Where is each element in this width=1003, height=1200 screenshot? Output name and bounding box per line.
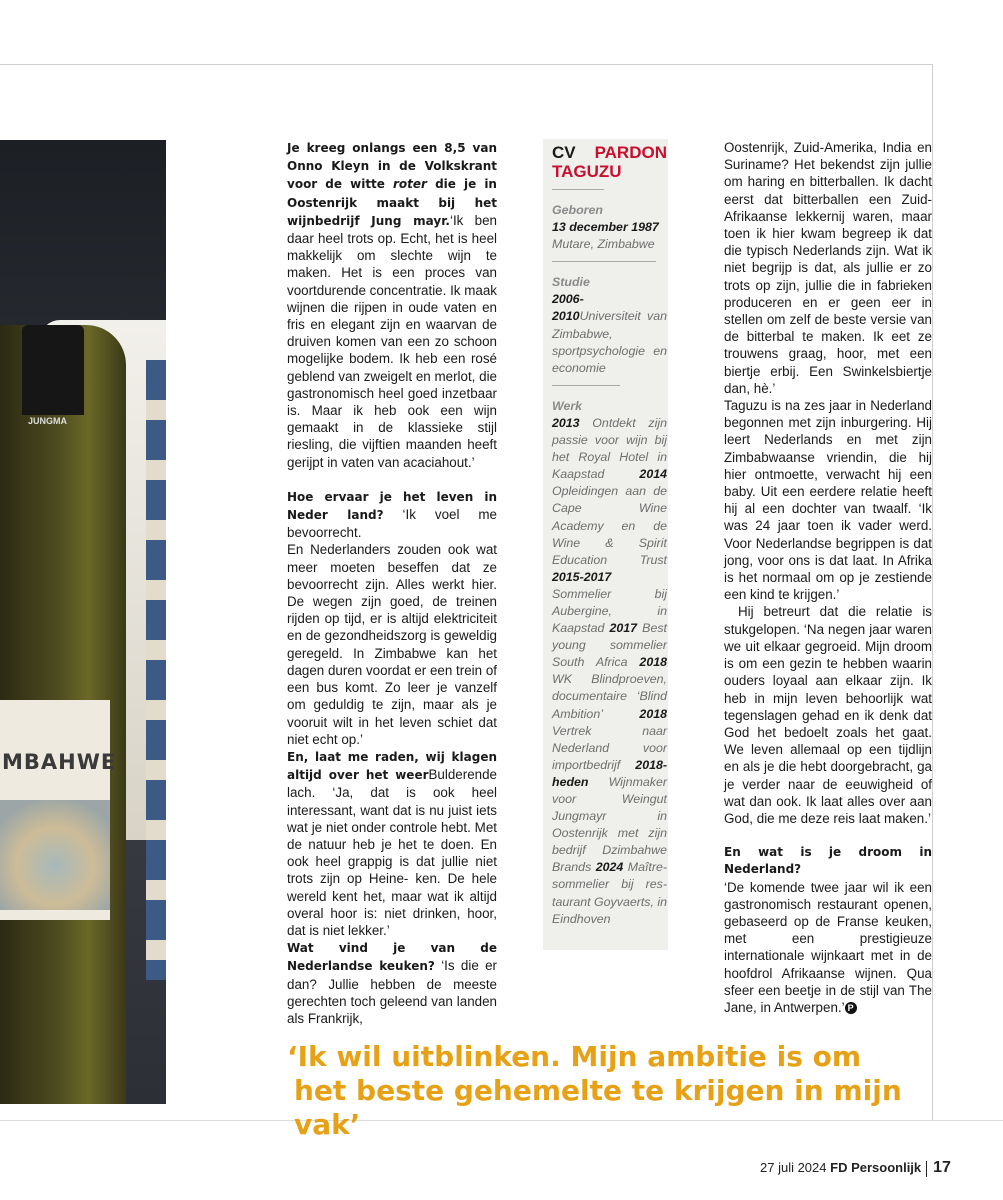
pull-quote-line-1: ‘Ik wil uitblinken. Mijn ambitie is om bbox=[287, 1040, 862, 1073]
cv-sidebar bbox=[543, 139, 668, 950]
cv-title: CV PARDON TAGUZU bbox=[552, 143, 667, 181]
cv-work-list: 2013 Ontdekt zijn passie voor wijn bij het Royal Hotel in Kaapstad 2014 Opleidingen aan de Cape Wine Academy en de Wine & Spirit Education Trust 2015-2017 Sommelier bij Aubergine, in Kaapstad 2017 Best young sommelier South Africa 2018 WK Blindproeven, documentaire ‘Blind Ambition’ 2018 Vertrek naar Nederland voor importbedrijf 2018-heden Wijnmaker voor Weingut Jungmayr in Oostenrijk met zijn bedrijf Dzimbahwe Brands 2024 Maître- sommelier bij res- taurant Goyvaerts, in Eindhoven bbox=[552, 415, 668, 926]
question: Hoe ervaar je het leven in Neder land? bbox=[287, 489, 497, 523]
right-rule bbox=[932, 64, 933, 1120]
cv-study-years: 2006-2010 bbox=[552, 292, 584, 324]
cv-study-heading: Studie bbox=[552, 275, 590, 290]
paragraph: En Nederlanders zouden ook wat meer moeten beseffen dat ze bevoorrecht zijn. Alles werkt hier. De wegen zijn goed, de treinen rijden op tijd, er is altijd elektriciteit en de gezondheidszorg is geweldig geregeld. In Zimbabwe kan het dagen duren voordat er een trein of een bus komt. Zo leer je vanzelf om geduldig te zijn, maar als je vooruit wilt in het leven schiet dat niet echt op.’ bbox=[287, 542, 497, 747]
paragraph bbox=[287, 139, 497, 471]
paragraph: Oostenrijk, Zuid-Amerika, India en Suriname? Het bekendst zijn jullie om haring en bitterballen. Ik dacht eerst dat bitterballen een Zuid-Afrikaanse lekkernij waren, maar toen ik hier kwam begreep ik dat die typisch Nederlands zijn. Wat ik niet begrijp is dat, als jullie er zo trots op zijn, jullie die in fabrieken produceren en er geen eer in stellen om zelf de beste versie van de bitterbal te maken. Ik eet ze trouwens graag, hoor, met een biertje erbij. Een Swinkelsbiertje dan, hè.’ bbox=[724, 140, 932, 396]
paragraph bbox=[287, 939, 497, 1027]
page-footer bbox=[760, 1159, 950, 1177]
footer-separator bbox=[926, 1161, 927, 1177]
question: Wat vind je van de Nederlandse keuken? bbox=[287, 941, 497, 974]
article-column-3 bbox=[724, 139, 932, 1016]
pull-quote-line-2: het beste gehemelte te krijgen in mijn vak’ bbox=[294, 1074, 902, 1141]
photo-blue-pattern bbox=[146, 360, 166, 980]
cv-work-heading: Werk bbox=[552, 398, 583, 413]
paragraph bbox=[287, 748, 497, 939]
question: En wat is je droom in Nederland? bbox=[724, 845, 932, 877]
photo-label-text: MBAHWE bbox=[2, 750, 117, 774]
question: En, laat me raden, wij klagen altijd over het weer bbox=[287, 749, 497, 783]
top-rule bbox=[0, 64, 932, 65]
paragraph: ‘De komende twee jaar wil ik een gastronomisch restaurant openen, gebaseerd op de Franse keuken, met een prestigieuze internationale wijnkaart met in de hoofdrol Afrikaanse wijnen. Qua sfeer een beetje in de stijl van The Jane, in Antwerpen.’ P bbox=[724, 879, 932, 1015]
page-number: 17 bbox=[933, 1159, 951, 1176]
footer-magazine: FD Persoonlijk bbox=[830, 1160, 922, 1175]
paragraph bbox=[287, 488, 497, 542]
question: Je kreeg onlangs een 8,5 van Onno Kleyn in de Volkskrant voor de witte roter die je in Oostenrijk maakt bij het wijnbedrijf Jung mayr. bbox=[287, 141, 497, 228]
pull-quote bbox=[287, 1040, 947, 1142]
article-column-1 bbox=[287, 139, 497, 1027]
footer-date: 27 juli 2024 bbox=[760, 1160, 827, 1175]
cv-born-date: 13 december 1987 bbox=[552, 220, 659, 235]
wine-bottle-photo bbox=[0, 140, 166, 1104]
paragraph: Hij betreurt dat die relatie is stukgelopen. ‘Na negen jaar waren we uit elkaar gegroeid. Mijn droom is om een gezin te hebben waarin ouders loyaal aan elkaar zijn. Ik heb in mijn leven behoorlijk wat tegenslagen gehad en ik denk dat God het bedoelt zoals het gaat. We leven allemaal op een tijdlijn en als je die hebt doorgebracht, ga je verder naar de eeuwigheid of wat dan ook. Ik laat alles over aan God, die me deze reis laat maken.’ bbox=[724, 604, 932, 826]
answer: ‘Ik ben daar heel trots op. Echt, het is heel makkelijk om slechte wijn te maken. Het is een proces van voortdurende concentratie. Ik maak wijnen die rijpen in oude vaten en fris en elegant zijn en waarvan de druiven komen van een zo schoon mogelijke bodem. Ik heb een rosé geblend van zweigelt en merlot, die gastronomisch heel goed inzetbaar is. Maar ik heb ook een wijn gemaakt in de klassieke stijl riesling, die vijftien maanden heeft gerijpt in vaten van acaciahout.’ bbox=[287, 212, 497, 470]
photo-bottle-neck bbox=[22, 325, 84, 415]
cv-born-heading: Geboren bbox=[552, 203, 603, 217]
photo-label-art bbox=[0, 800, 110, 910]
answer: Bulderende lach. ‘Ja, dat is ook heel interessant, want dat is nu juist iets wat je niet onder controle hebt. Met de natuur heb je het te doen. En ook heel grappig is dat jullie niet trots zijn op Heine- ken. De hele wereld kent het, maar wat ik altijd overal hoor is: niet drinken, hoor, dat is niet lekker.’ bbox=[287, 767, 497, 938]
cv-study-text: Universiteit van Zimbabwe, sportpsychologie en economie bbox=[552, 309, 667, 375]
end-mark-icon: P bbox=[845, 1002, 857, 1014]
photo-neck-brand: JUNGMA bbox=[28, 416, 68, 426]
cv-born-place: Mutare, Zimbabwe bbox=[552, 237, 655, 252]
answer: ‘Ik voel me bevoorrecht. bbox=[287, 507, 498, 541]
answer: ‘Is die er dan? Jullie hebben de meeste gerechten toch geleend van landen als Frankrijk, bbox=[287, 958, 497, 1026]
paragraph: Taguzu is na zes jaar in Nederland begonnen met zijn inburgering. Hij leert Nederlands en met zijn Zimbabwaanse vriendin, die hij hier ontmoette, verwacht hij een baby. Uit een eerdere relatie heeft hij al een dochter van twaalf. ‘Ik was 24 jaar toen ik vader werd. Voor Nederlandse begrippen is dat jong, voor ons is dat laat. In Afrika is het normaal om op je zestiende een kind te krijgen.’ bbox=[724, 398, 932, 603]
